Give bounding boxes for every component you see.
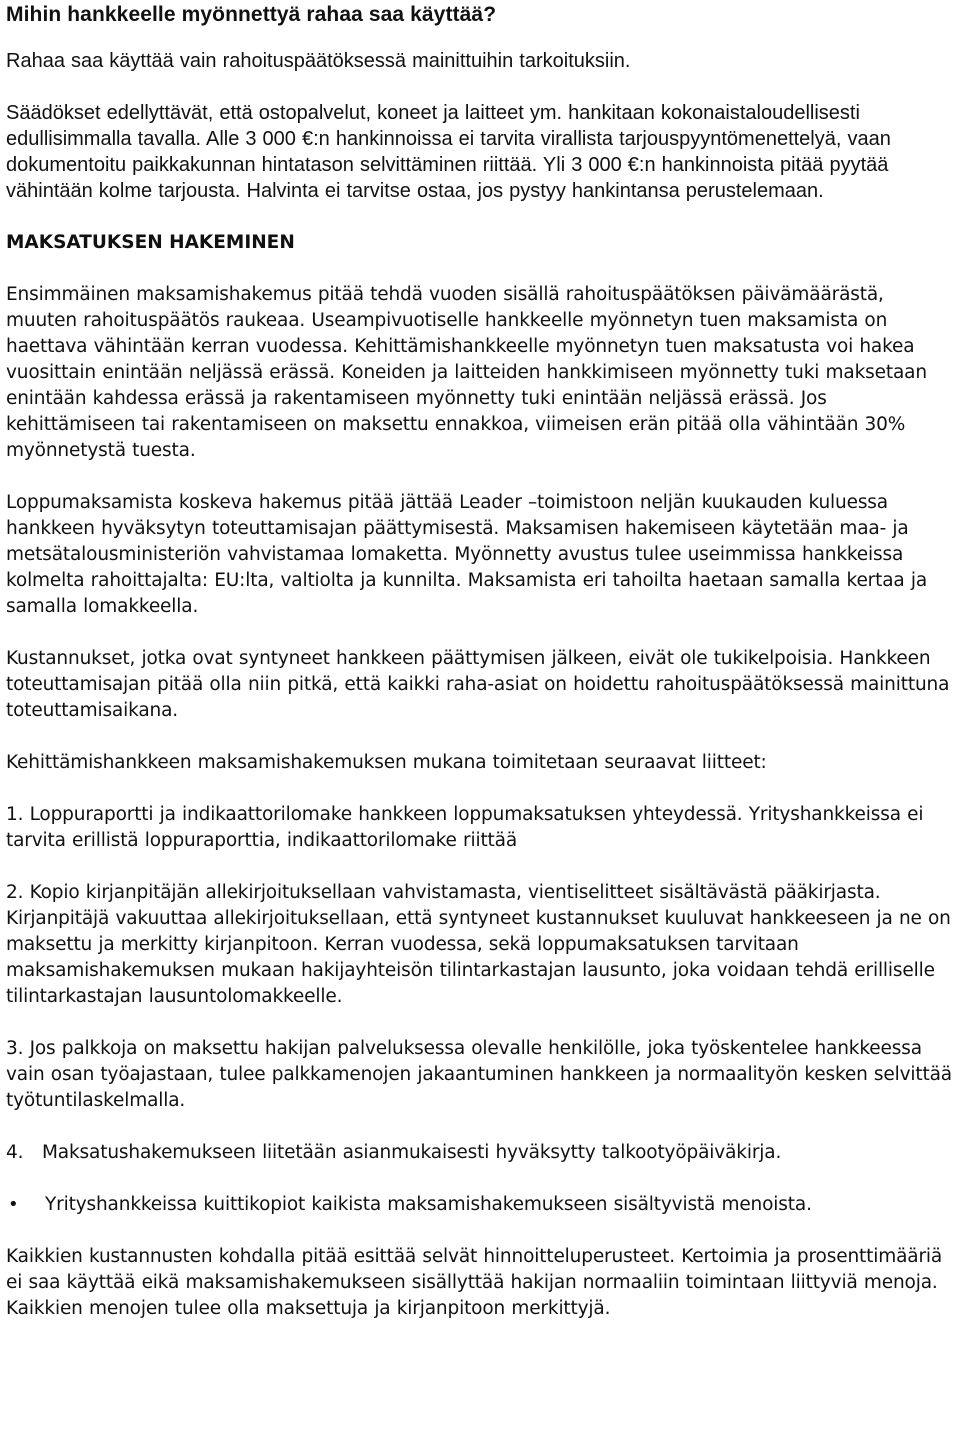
spacer: [6, 204, 960, 230]
spacer: [6, 28, 960, 48]
list-item-1: 1. Loppuraportti ja indikaattorilomake hankkeen loppumaksatuksen yhteydessä. Yrityshankkeissa ei tarvita erillistä loppuraporttia, indikaattorilomake riittää: [6, 804, 924, 851]
list-item-4: [6, 1140, 960, 1166]
paragraph-attachments-intro: Kehittämishankkeen maksamishakemuksen mukana toimitetaan seuraavat liitteet:: [6, 752, 767, 773]
spacer: [6, 724, 960, 750]
paragraph-procurement: Säädökset edellyttävät, että ostopalvelut, koneet ja laitteet ym. hankitaan kokonaistaloudellisesti edullisimmalla tavalla. Alle 3 000 €:n hankinnoissa ei tarvita virallista tarjouspyyntömenettelyä, vaan dokumentoitu paikkakunnan hintatason selvittäminen riittää. Yli 3 000 €:n hankinnoista pitää pyytää vähintään kolme tarjousta. Halvinta ei tarvitse ostaa, jos pystyy hankintansa perustelemaan.: [6, 102, 891, 202]
page-heading: Mihin hankkeelle myönnettyä rahaa saa käyttää?: [6, 3, 497, 26]
paragraph-costs: Kustannukset, jotka ovat syntyneet hankkeen päättymisen jälkeen, eivät ole tukikelpoisia. Hankkeen toteuttamisajan pitää olla niin pitkä, että kaikki raha-asiat on hoidettu rahoituspäätöksessä mainittuna toteuttamisaikana.: [6, 648, 950, 721]
list-item-2: 2. Kopio kirjanpitäjän allekirjoituksellaan vahvistamasta, vientiselitteet sisältävästä pääkirjasta. Kirjanpitäjä vakuuttaa allekirjoituksellaan, että syntyneet kustannukset kuuluvat hankkeeseen ja ne on maksettu ja merkitty kirjanpitoon. Kerran vuodessa, sekä loppumaksatuksen tarvitaan maksamishakemuksen mukaan hakijayhteisön tilintarkastajan lausunto, joka voidaan tehdä erilliselle tilintarkastajan lausuntolomakkeelle.: [6, 882, 951, 1007]
paragraph-final: Kaikkien kustannusten kohdalla pitää esittää selvät hinnoitteluperusteet. Kertoimia ja prosenttimääriä ei saa käyttää eikä maksamishakemukseen sisällyttää hakijan normaaliin toimintaan liittyviä menoja. Kaikkien menojen tulee olla maksettuja ja kirjanpitoon merkittyjä.: [6, 1246, 943, 1319]
bullet-item-text: Yrityshankkeissa kuittikopiot kaikista maksamishakemukseen sisältyvistä menoista.: [45, 1194, 812, 1215]
paragraph-final-payment: Loppumaksamista koskeva hakemus pitää jättää Leader –toimistoon neljän kuukauden kuluessa hankkeen hyväksytyn toteuttamisajan päättymisestä. Maksamisen hakemiseen käytetään maa- ja metsätalousministeriön vahvistamaa lomaketta. Myönnetty avustus tulee useimmissa hankkeissa kolmelta rahoittajalta: EU:lta, valtiolta ja kunnilta. Maksamista eri tahoilta haetaan samalla kertaa ja samalla lomakkeella.: [6, 492, 928, 617]
paragraph-usage: Rahaa saa käyttää vain rahoituspäätöksessä mainittuihin tarkoituksiin.: [6, 50, 631, 72]
list-item-4-text: Maksatushakemukseen liitetään asianmukaisesti hyväksytty talkootyöpäiväkirja.: [42, 1142, 782, 1163]
spacer: [6, 1010, 960, 1036]
spacer: [6, 1218, 960, 1244]
bullet-item: [6, 1192, 960, 1218]
spacer: [6, 1114, 960, 1140]
spacer: [6, 776, 960, 802]
spacer: [6, 464, 960, 490]
paragraph-payment-rules: Ensimmäinen maksamishakemus pitää tehdä vuoden sisällä rahoituspäätöksen päivämäärästä, muuten rahoituspäätös raukeaa. Useampivuotiselle hankkeelle myönnetyn tuen maksamista on haettava vähintään kerran vuodessa. Kehittämishankkeelle myönnetyn tuen maksatusta voi hakea vuosittain enintään neljässä erässä. Koneiden ja laitteiden hankkimiseen myönnetty tuki maksetaan enintään kahdessa erässä ja rakentamiseen myönnetty tuki enintään neljässä erässä. Jos kehittämiseen tai rakentamiseen on maksettu ennakkoa, viimeisen erän pitää olla vähintään 30% myönnetystä tuesta.: [6, 284, 927, 461]
spacer: [6, 256, 960, 282]
spacer: [6, 854, 960, 880]
spacer: [6, 620, 960, 646]
spacer: [6, 74, 960, 100]
list-item-4-number: 4.: [6, 1142, 24, 1163]
section-title: MAKSATUKSEN HAKEMINEN: [6, 232, 295, 253]
list-item-3: 3. Jos palkkoja on maksettu hakijan palveluksessa olevalle henkilölle, joka työskentelee hankkeessa vain osan työajastaan, tulee palkkamenojen jakaantuminen hankkeen ja normaalityön kesken selvittää työtuntilaskelmalla.: [6, 1038, 952, 1111]
bullet-icon: •: [8, 1194, 19, 1215]
spacer: [6, 1166, 960, 1192]
